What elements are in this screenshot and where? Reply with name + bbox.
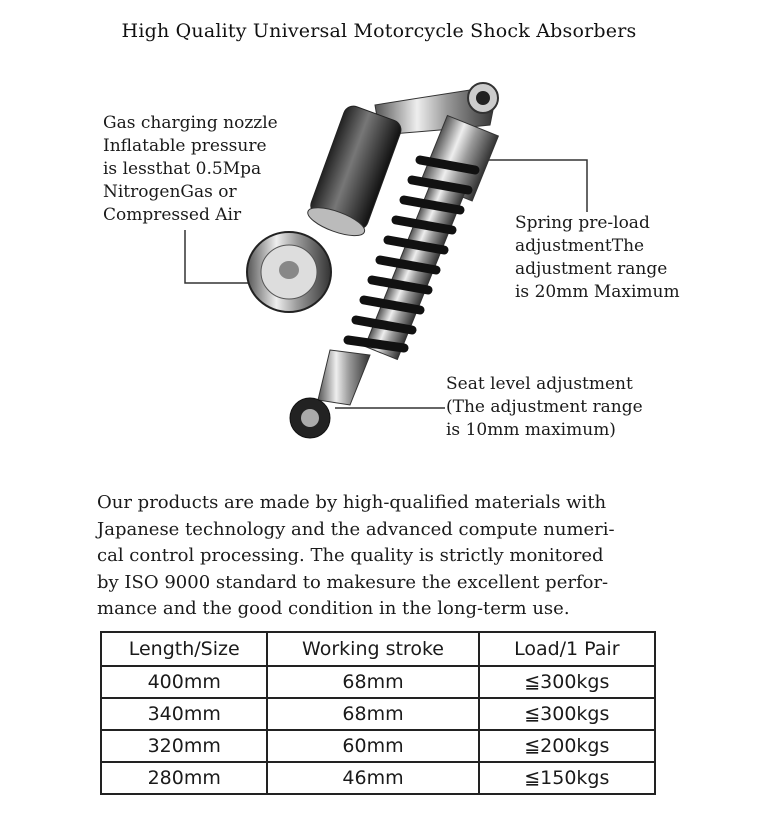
gas-nozzle-cap: [247, 232, 331, 312]
callout-line: is 10mm maximum): [446, 420, 616, 440]
callout-line: Inflatable pressure: [103, 136, 267, 156]
product-description: [97, 490, 697, 623]
callout-line: adjustment range: [515, 259, 668, 279]
cell-load: ≦300kgs: [479, 698, 655, 730]
callout-line: adjustmentThe: [515, 236, 645, 256]
description-line: by ISO 9000 standard to makesure the excellent perfor-: [97, 571, 609, 593]
callout-line: NitrogenGas or: [103, 182, 237, 202]
cell-stroke: 46mm: [267, 762, 478, 794]
description-line: cal control processing. The quality is strictly monitored: [97, 545, 604, 566]
cell-length: 320mm: [101, 730, 267, 762]
cell-stroke: 68mm: [267, 698, 478, 730]
description-line: Japanese technology and the advanced compute numeri-: [97, 518, 615, 540]
callout-line: Seat level adjustment: [446, 374, 633, 394]
callout-gas-nozzle: [103, 112, 278, 227]
callout-line: is lessthat 0.5Mpa: [103, 159, 262, 179]
cell-load: ≦150kgs: [479, 762, 655, 794]
callout-spring-preload: [515, 212, 680, 304]
cell-load: ≦300kgs: [479, 666, 655, 698]
cell-length: 400mm: [101, 666, 267, 698]
table-row: [101, 762, 655, 794]
callout-line: is 20mm Maximum: [515, 282, 680, 302]
table-row: [101, 666, 655, 698]
cell-load: ≦200kgs: [479, 730, 655, 762]
spec-table: [100, 631, 656, 795]
table-row: [101, 730, 655, 762]
callout-line: Gas charging nozzle: [103, 113, 278, 133]
callout-line: Spring pre-load: [515, 213, 650, 233]
lower-mount: [290, 350, 370, 438]
table-row: [101, 698, 655, 730]
callout-seat-level: [446, 373, 643, 442]
page-title: High Quality Universal Motorcycle Shock Absorbers: [121, 20, 637, 42]
cell-length: 340mm: [101, 698, 267, 730]
cell-stroke: 68mm: [267, 666, 478, 698]
callout-line: Compressed Air: [103, 205, 242, 225]
header-length-size: Length/Size: [101, 632, 267, 666]
table-header-row: [101, 632, 655, 666]
header-load: Load/1 Pair: [479, 632, 655, 666]
cell-length: 280mm: [101, 762, 267, 794]
header-working-stroke: Working stroke: [267, 632, 478, 666]
cell-stroke: 60mm: [267, 730, 478, 762]
description-line: Our products are made by high-qualified materials with: [97, 492, 607, 513]
description-line: mance and the good condition in the long-term use.: [97, 598, 570, 619]
callout-line: (The adjustment range: [446, 397, 643, 417]
gas-reservoir: [305, 103, 404, 241]
